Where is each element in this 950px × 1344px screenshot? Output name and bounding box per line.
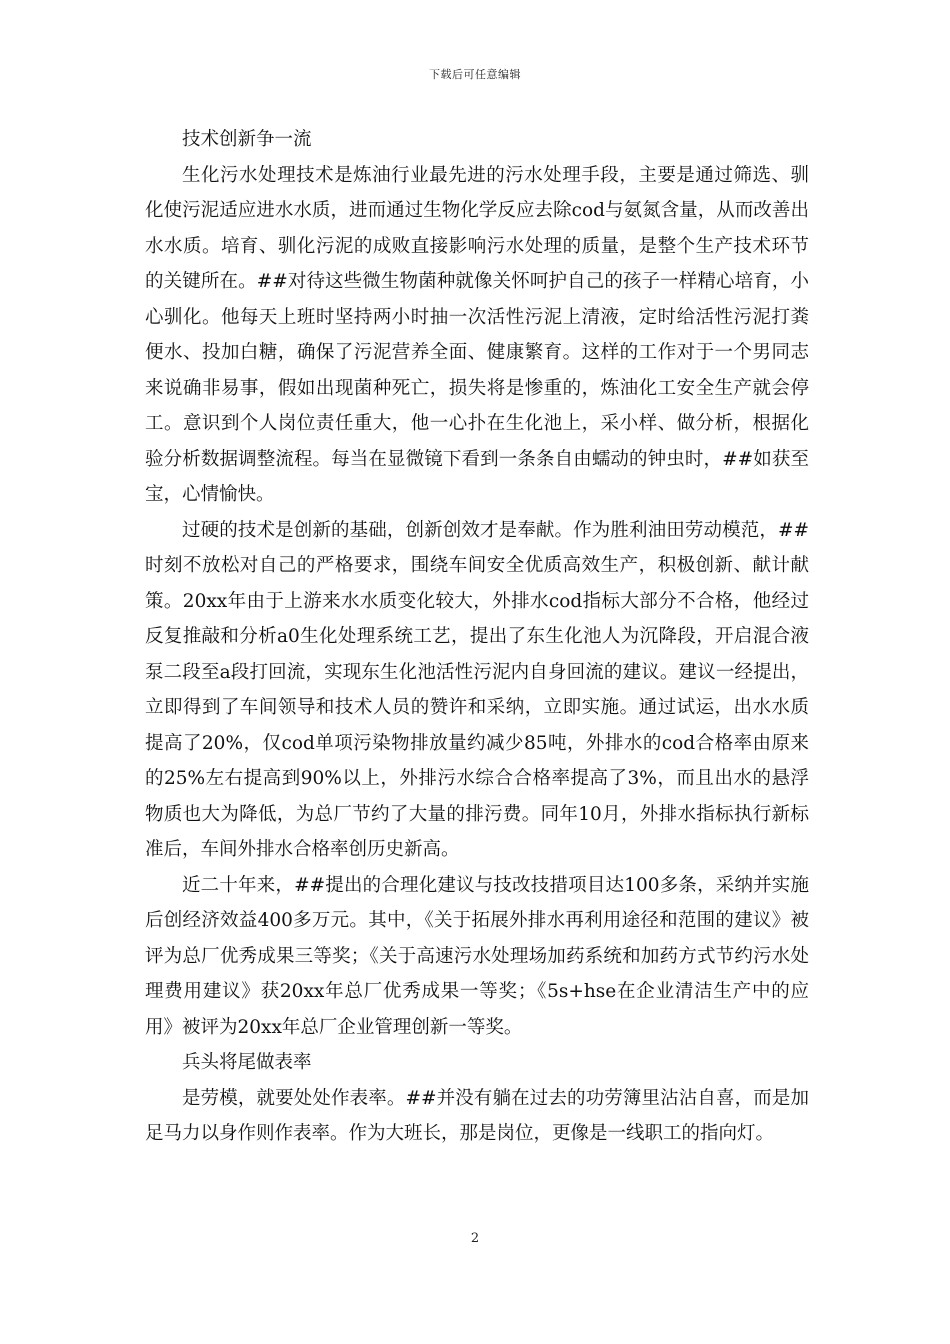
body-paragraph: 近二十年来，##提出的合理化建议与技改技措项目达100多条，采纳并实施后创经济效益400多万元。其中，《关于拓展外排水再利用途径和范围的建议》被评为总厂优秀成果三等奖；《关于高速污水处理场加药系统和加药方式节约污水处理费用建议》获20xx年总厂优秀成果一等奖；《5s+hse在企业清洁生产中的应用》被评为20xx年总厂企业管理创新一等奖。 xyxy=(145,874,809,1038)
page-number: 2 xyxy=(470,1231,480,1246)
section-heading-role-model: 兵头将尾做表率 xyxy=(182,1052,312,1073)
body-paragraph: 生化污水处理技术是炼油行业最先进的污水处理手段，主要是通过筛选、驯化使污泥适应进水水质，进而通过生物化学反应去除cod与氨氮含量，从而改善出水水质。培育、驯化污泥的成败直接影响污水处理的质量，是整个生产技术环节的关键所在。##对待这些微生物菌种就像关怀呵护自己的孩子一样精心培育，小心驯化。他每天上班时坚持两小时抽一次活性污泥上清液，定时给活性污泥打粪便水、投加白糖，确保了污泥营养全面、健康繁育。这样的工作对于一个男同志来说确非易事，假如出现菌种死亡，损失将是惨重的，炼油化工安全生产就会停工。意识到个人岗位责任重大，他一心扑在生化池上，采小样、做分析，根据化验分析数据调整流程。每当在显微镜下看到一条条自由蠕动的钟虫时，##如获至宝，心情愉快。 xyxy=(145,164,809,505)
section-heading-innovation: 技术创新争一流 xyxy=(182,129,312,150)
body-paragraph: 过硬的技术是创新的基础，创新创效才是奉献。作为胜利油田劳动模范，##时刻不放松对自己的严格要求，围绕车间安全优质高效生产，积极创新、献计献策。20xx年由于上游来水水质变化较大，外排水cod指标大部分不合格，他经过反复推敲和分析a0生化处理系统工艺，提出了东生化池人为沉降段，开启混合液泵二段至a段打回流，实现东生化池活性污泥内自身回流的建议。建议一经提出，立即得到了车间领导和技术人员的赞许和采纳，立即实施。通过试运，出水水质提高了20%，仅cod单项污染物排放量约减少85吨，外排水的cod合格率由原来的25%左右提高到90%以上，外排污水综合合格率提高了3%，而且出水的悬浮物质也大为降低，为总厂节约了大量的排污费。同年10月，外排水指标执行新标准后，车间外排水合格率创历史新高。 xyxy=(145,519,809,860)
page-header: 下载后可任意编辑 xyxy=(429,68,521,81)
document-body xyxy=(145,122,809,1152)
body-paragraph: 是劳模，就要处处作表率。##并没有躺在过去的功劳簿里沾沾自喜，而是加足马力以身作则作表率。作为大班长，那是岗位，更像是一线职工的指向灯。 xyxy=(145,1087,809,1144)
